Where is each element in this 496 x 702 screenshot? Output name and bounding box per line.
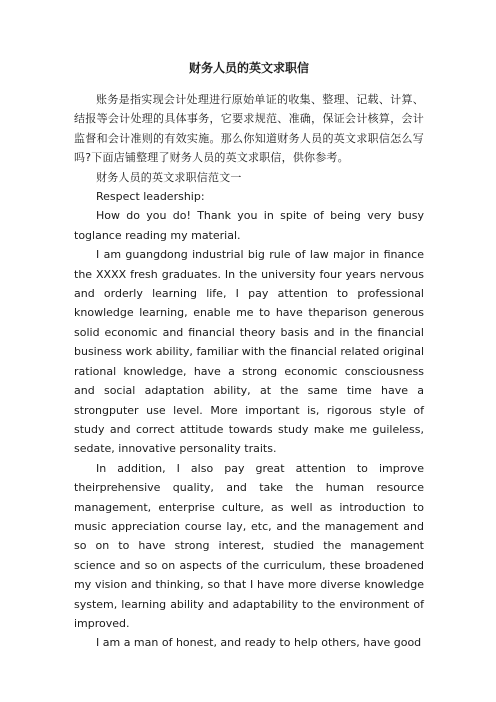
paragraph-character: I am a man of honest, and ready to help others, have good xyxy=(96,636,422,650)
paragraph-sample-heading: 财务人员的英文求职信范文一 xyxy=(96,170,242,184)
paragraph-salutation: Respect leadership: xyxy=(96,190,205,204)
paragraph-quality: In addition, I also pay great attention to improve theirprehensive quality, and take the human resource management, enterprise culture, as well as introduction to music appreciation course lay, etc, and the management and so on to have strong interest, studied the management science and so on aspects of the curriculum, these broadened my vision and thinking, so that I have more diverse knowledge system, learning ability and adaptability to the environment of improved. xyxy=(74,461,424,630)
paragraph-intro: 账务是指实现会计处理进行原始单证的收集、整理、记载、计算、结报等会计处理的具体事务，它要求规范、准确，保证会计核算，会计监督和会计准则的有效实施。那么你知道财务人员的英文求职信怎么写吗?下面店铺整理了财务人员的英文求职信，供你参考。 xyxy=(74,93,424,165)
document-page xyxy=(74,60,424,653)
paragraph-education: I am guangdong industrial big rule of law major in finance the XXXX fresh graduates. In the university four years nervous and orderly learning life, I pay attention to professional knowledge learning, enable me to have theparison generous solid economic and financial theory basis and in the financial business work ability, familiar with the financial related original rational knowledge, have a strong economic consciousness and social adaptation ability, at the same time have a strongputer use level. More important is, rigorous style of study and correct attitude towards study make me guileless, sedate, innovative personality traits. xyxy=(74,248,424,456)
document-title: 财务人员的英文求职信 xyxy=(188,61,309,75)
paragraph-greeting: How do you do! Thank you in spite of being very busy toglance reading my material. xyxy=(74,209,424,242)
